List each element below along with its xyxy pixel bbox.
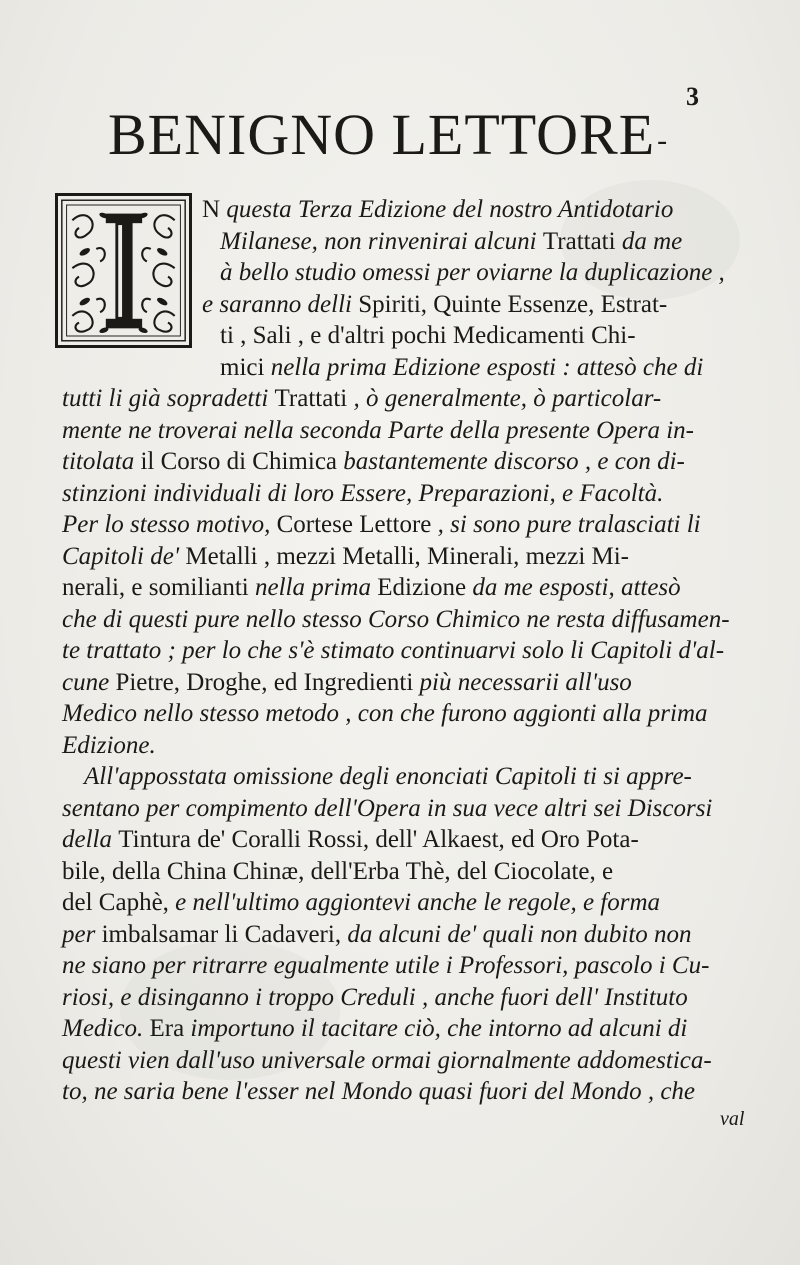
text-run: titolata <box>62 448 141 475</box>
text-line <box>62 542 629 572</box>
text-line <box>62 447 685 477</box>
text-run: Capitoli de' <box>62 542 186 570</box>
text-run: questa Terza Edizione del nostro Antidotario <box>226 196 674 223</box>
text-run: bile, della China Chinæ, dell'Erba Thè, del Ciocolate, e <box>62 857 614 885</box>
text-line <box>220 353 703 383</box>
text-line <box>62 573 681 603</box>
text-run: à bello studio omessi per oviarne la duplicazione , <box>220 259 725 286</box>
text-run: questi vien dall'uso universale ormai giornalmente addomestica- <box>62 1046 712 1074</box>
page-title <box>108 100 748 176</box>
text-run: tutti li già sopradetti <box>62 385 275 412</box>
text-run: Metalli , mezzi Metalli, Minerali, mezzi Mi- <box>185 542 630 570</box>
text-run: cune <box>62 668 116 696</box>
text-run: nerali, e somilianti <box>62 574 256 601</box>
text-run: sentano per compimento dell'Opera in sua vece altri sei Discorsi <box>62 794 713 822</box>
text-run: Milanese, non rinvenirai alcuni <box>220 227 543 255</box>
catchword: val <box>720 1108 745 1130</box>
text-line <box>62 888 660 918</box>
text-run: da me <box>615 227 683 255</box>
text-line <box>62 699 708 729</box>
text-run: ne siano per ritrarre egualmente utile i Professori, pascolo i Cu- <box>62 952 710 979</box>
text-line <box>220 321 636 351</box>
text-run: Per lo stesso motivo, <box>62 511 277 538</box>
text-run: da alcuni de' quali non dubito non <box>341 920 692 948</box>
text-run: mici <box>220 353 271 381</box>
text-run: del Caphè, <box>62 889 176 916</box>
text-line <box>62 857 613 887</box>
text-run: riosi, e disinganno i troppo Creduli , anche fuori dell' Instituto <box>62 983 688 1011</box>
text-run: ti , Sali , e d'altri pochi Medicamenti Chi- <box>220 322 636 349</box>
text-line <box>62 1046 712 1076</box>
text-line <box>62 384 661 414</box>
text-run: Era <box>149 1015 185 1042</box>
text-line <box>62 636 724 666</box>
text-run: Tintura de' Coralli Rossi, dell' Alkaest, ed Oro Pota- <box>118 826 639 853</box>
text-line <box>62 731 156 761</box>
text-run: Trattati <box>274 385 348 412</box>
text-line <box>62 668 632 698</box>
text-line <box>62 983 688 1013</box>
text-run: e saranno delli <box>202 290 359 318</box>
text-line <box>62 794 712 824</box>
text-line <box>220 258 725 288</box>
text-run: imbalsamar li Cadaveri, <box>101 920 342 948</box>
text-run: e nell'ultimo aggiontevi anche le regole, e forma <box>175 889 661 916</box>
page-number: 3 <box>686 82 699 111</box>
text-line <box>62 1014 687 1044</box>
text-run: Medico. <box>62 1015 150 1042</box>
title-mark: - <box>657 123 669 157</box>
text-line <box>62 825 639 855</box>
text-run: N <box>202 196 227 223</box>
text-run: All'apposstata omissione degli enonciati Capitoli ti si appre- <box>84 763 692 790</box>
text-run: Medico nello stesso metodo , con che furono aggionti alla prima <box>62 700 708 727</box>
text-run: Spiriti, Quinte Essenze, Estrat- <box>358 290 668 318</box>
text-run: Edizione <box>377 574 467 601</box>
text-run: più necessarii all'uso <box>413 668 632 696</box>
text-run: , si sono pure tralasciati li <box>431 511 701 538</box>
text-run: nella prima Edizione esposti : attesò che di <box>270 353 704 381</box>
text-run: to, ne saria bene l'esser nel Mondo quasi fuori del Mondo , che <box>62 1078 696 1105</box>
text-line <box>62 416 694 446</box>
decorated-initial-i-icon <box>55 193 192 348</box>
text-run: per <box>62 920 102 948</box>
text-run: importuno il tacitare ciò, che intorno ad alcuni di <box>184 1015 688 1042</box>
text-run: Cortese Lettore <box>276 511 432 538</box>
text-line <box>62 479 663 509</box>
text-line <box>62 510 701 540</box>
text-run: Pietre, Droghe, ed Ingredienti <box>115 668 414 696</box>
text-run: che di questi pure nello stesso Corso Chimico ne resta diffusamen- <box>62 605 730 633</box>
text-run: nella prima <box>255 574 378 601</box>
text-run: il Corso di Chimica <box>140 448 338 475</box>
text-run: della <box>62 826 119 853</box>
text-run: bastantemente discorso , e con di- <box>337 448 685 475</box>
text-line <box>62 605 730 635</box>
text-run: , ò generalmente, ò particolar- <box>347 385 662 412</box>
text-line <box>62 1077 695 1107</box>
text-line <box>62 920 692 950</box>
text-run: mente ne troverai nella seconda Parte della presente Opera in- <box>62 416 695 444</box>
text-run: te trattato ; per lo che s'è stimato continuarvi solo li Capitoli d'al- <box>62 637 725 664</box>
text-run: Trattati <box>542 227 616 255</box>
text-line <box>202 290 667 320</box>
text-run: Edizione. <box>62 731 156 759</box>
text-line <box>84 762 692 792</box>
text-line <box>62 951 709 981</box>
text-line <box>202 195 673 225</box>
text-run: da me esposti, attesò <box>466 574 681 601</box>
text-run: stinzioni individuali di loro Essere, Preparazioni, e Facoltà. <box>62 479 664 507</box>
ornament-foliage-icon <box>58 196 189 345</box>
page-title-text: BENIGNO LETTORE <box>108 102 656 167</box>
text-line <box>220 227 682 257</box>
